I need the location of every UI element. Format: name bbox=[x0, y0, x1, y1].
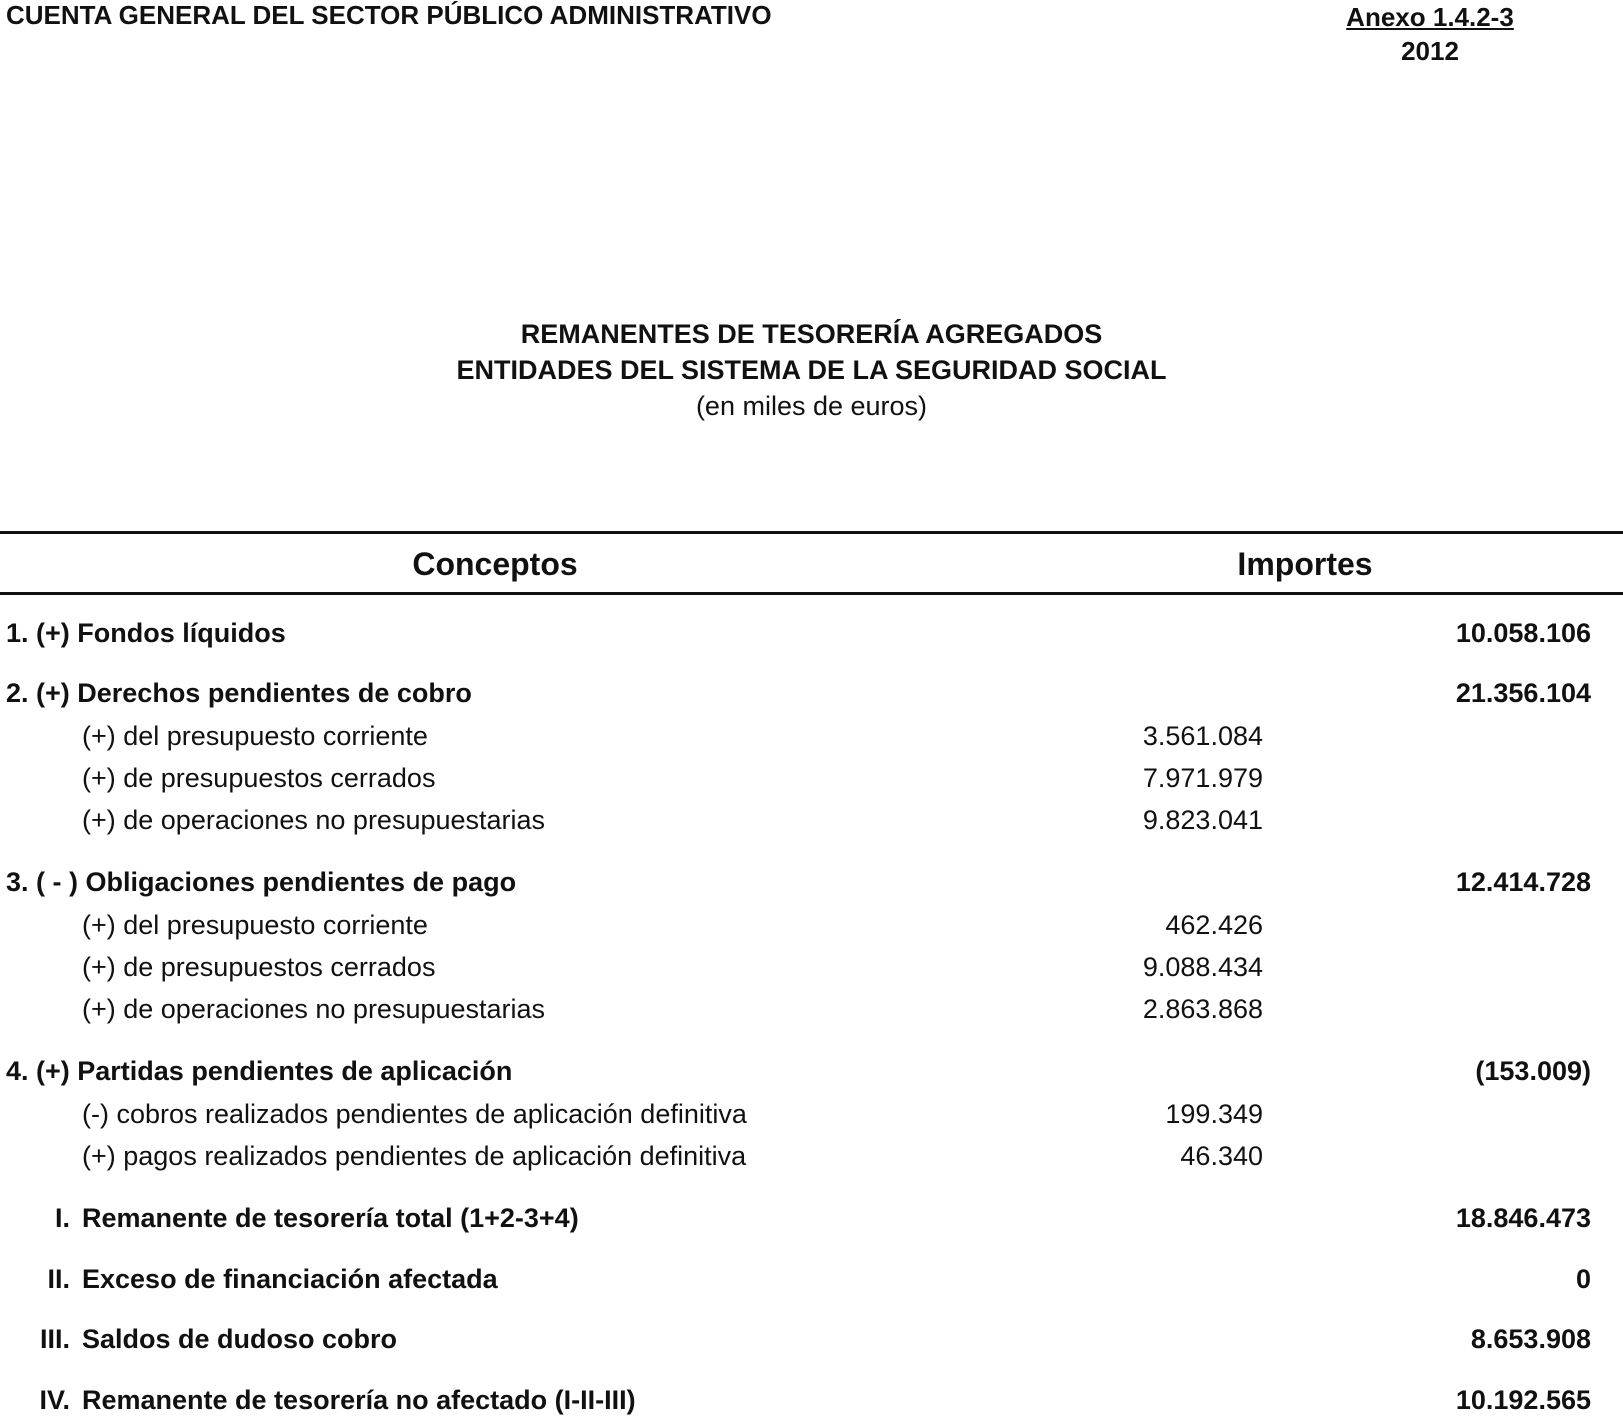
table-row bbox=[0, 673, 1623, 713]
row-label: Remanente de tesorería total (1+2-3+4) bbox=[82, 1203, 579, 1233]
row-roman-number: III. bbox=[39, 1324, 70, 1354]
row-partial-amount: 462.426 bbox=[1165, 910, 1263, 940]
row-label: (+) de presupuestos cerrados bbox=[82, 763, 436, 793]
row-total-amount: 0 bbox=[1575, 1264, 1591, 1294]
table-row bbox=[0, 716, 1623, 756]
table-row bbox=[0, 800, 1623, 840]
row-label: (+) de presupuestos cerrados bbox=[82, 952, 436, 982]
row-partial-amount: 9.088.434 bbox=[1142, 952, 1263, 982]
row-label: (+) del presupuesto corriente bbox=[82, 721, 428, 751]
row-partial-amount: 2.863.868 bbox=[1142, 994, 1263, 1024]
annex-block bbox=[1300, 0, 1560, 68]
row-total-amount: 10.058.106 bbox=[1455, 618, 1591, 648]
row-label: (+) pagos realizados pendientes de aplicación definitiva bbox=[82, 1141, 747, 1171]
table-row bbox=[0, 905, 1623, 945]
row-partial-amount: 46.340 bbox=[1180, 1141, 1263, 1171]
row-partial-amount: 3.561.084 bbox=[1142, 721, 1263, 751]
row-label: (-) cobros realizados pendientes de aplicación definitiva bbox=[82, 1099, 747, 1129]
report-subtitle: ENTIDADES DEL SISTEMA DE LA SEGURIDAD SOCIAL bbox=[456, 355, 1167, 385]
row-total-amount: 21.356.104 bbox=[1455, 678, 1591, 708]
table-row bbox=[0, 862, 1623, 902]
row-label: (+) del presupuesto corriente bbox=[82, 910, 428, 940]
row-label: Exceso de financiación afectada bbox=[82, 1264, 498, 1294]
column-header-concepts: Conceptos bbox=[412, 546, 578, 582]
row-total-amount: 18.846.473 bbox=[1455, 1203, 1591, 1233]
table-row bbox=[0, 758, 1623, 798]
table-row bbox=[0, 1198, 1623, 1238]
column-header-amounts: Importes bbox=[1237, 546, 1373, 582]
row-label: 1. (+) Fondos líquidos bbox=[6, 618, 286, 648]
report-titles bbox=[0, 316, 1623, 425]
table-top-rule bbox=[0, 531, 1623, 534]
report-title: REMANENTES DE TESORERÍA AGREGADOS bbox=[520, 319, 1103, 349]
row-total-amount: 8.653.908 bbox=[1470, 1324, 1591, 1354]
units-note: (en miles de euros) bbox=[695, 391, 928, 421]
table-row bbox=[0, 1094, 1623, 1134]
row-partial-amount: 199.349 bbox=[1165, 1099, 1263, 1129]
table-row bbox=[0, 1051, 1623, 1091]
row-roman-number: II. bbox=[47, 1264, 70, 1294]
table-row bbox=[0, 1319, 1623, 1359]
table-row bbox=[0, 1259, 1623, 1299]
row-label: Saldos de dudoso cobro bbox=[82, 1324, 398, 1354]
annex-id: Anexo 1.4.2-3 bbox=[1346, 2, 1514, 32]
row-total-amount: 12.414.728 bbox=[1455, 867, 1591, 897]
row-label: (+) de operaciones no presupuestarias bbox=[82, 994, 546, 1024]
row-total-amount: 10.192.565 bbox=[1455, 1385, 1591, 1415]
table-row bbox=[0, 613, 1623, 653]
table-row bbox=[0, 989, 1623, 1029]
row-label: Remanente de tesorería no afectado (I-II-III) bbox=[82, 1385, 636, 1415]
org-title: CUENTA GENERAL DEL SECTOR PÚBLICO ADMINISTRATIVO bbox=[6, 0, 772, 30]
table-row bbox=[0, 947, 1623, 987]
table-row bbox=[0, 1380, 1623, 1420]
row-label: 2. (+) Derechos pendientes de cobro bbox=[6, 678, 472, 708]
annex-year: 2012 bbox=[1401, 36, 1459, 66]
table-row bbox=[0, 1136, 1623, 1176]
row-partial-amount: 9.823.041 bbox=[1142, 805, 1263, 835]
row-label: 4. (+) Partidas pendientes de aplicación bbox=[6, 1056, 513, 1086]
row-roman-number: I. bbox=[54, 1203, 70, 1233]
row-roman-number: IV. bbox=[39, 1385, 70, 1415]
row-label: (+) de operaciones no presupuestarias bbox=[82, 805, 546, 835]
row-partial-amount: 7.971.979 bbox=[1142, 763, 1263, 793]
row-total-amount: (153.009) bbox=[1475, 1056, 1591, 1086]
row-label: 3. ( - ) Obligaciones pendientes de pago bbox=[6, 867, 517, 897]
table-header-rule bbox=[0, 592, 1623, 595]
